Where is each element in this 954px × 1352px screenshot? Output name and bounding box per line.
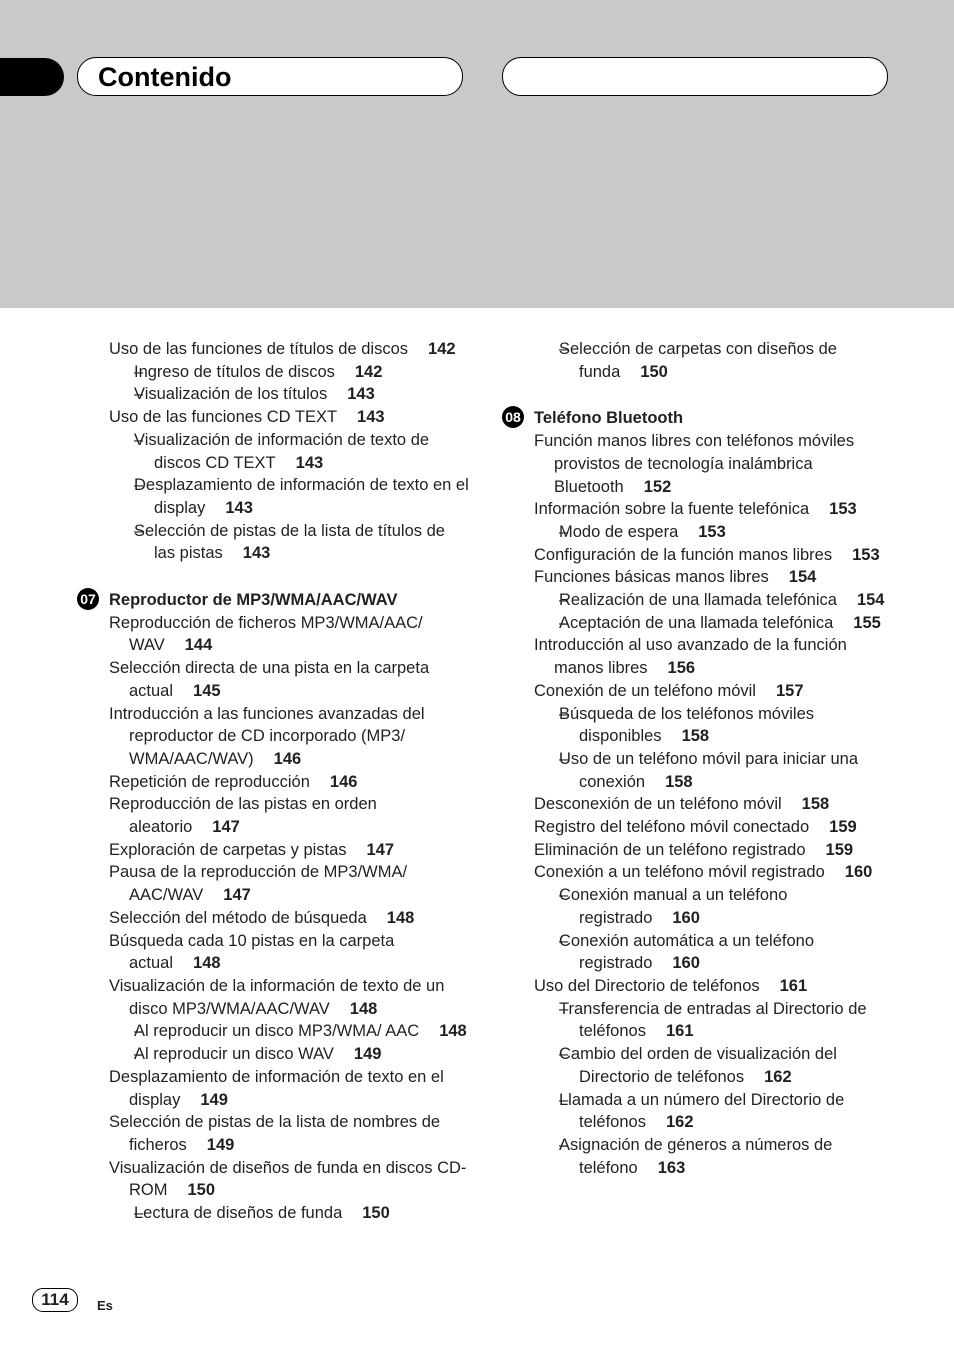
toc-entry[interactable] [109,612,469,657]
toc-subentry[interactable] [534,1043,894,1088]
chapter-number-badge: 08 [502,406,524,428]
toc-entry[interactable] [109,771,469,794]
toc-entry[interactable] [534,975,894,998]
chapter-title: Reproductor de MP3/WMA/AAC/WAV [109,591,398,610]
toc-entry[interactable] [534,634,894,679]
toc-page-number: 146 [273,749,302,768]
toc-entry-text: Visualización de información de texto de discos CD TEXT [134,430,430,472]
toc-entry-text: Lectura de diseños de funda [134,1204,343,1223]
toc-entry-text: Desplazamiento de información de texto en el display [134,476,469,517]
toc-page-number: 148 [193,954,221,973]
toc-entry-text: Conexión a un teléfono móvil registrado [534,863,825,882]
toc-page-number: 150 [640,362,668,381]
toc-entry[interactable] [534,430,894,498]
toc-page-number: 144 [184,636,213,655]
toc-page-number: 160 [672,954,700,973]
toc-page-number: 147 [366,840,395,859]
toc-page-number: 162 [764,1067,792,1086]
toc-subentry[interactable] [109,520,469,565]
toc-subentry[interactable] [109,1202,469,1225]
toc-entry[interactable] [534,839,894,862]
toc-entry-text: Reproducción de las pistas en orden aleatorio [109,795,377,837]
toc-subentry[interactable] [534,703,894,748]
toc-page-number: 142 [354,362,383,381]
toc-entry[interactable] [109,861,469,906]
toc-page-number: 146 [329,772,358,791]
toc-entry-text: Pausa de la reproducción de MP3/WMA/ AAC/WAV [109,863,408,905]
toc-entry[interactable] [534,816,894,839]
toc-page-number: 161 [779,976,808,995]
toc-entry[interactable] [534,793,894,816]
toc-page-number: 147 [212,818,240,837]
toc-entry[interactable] [109,907,469,930]
section-tab [0,58,64,96]
toc-page-number: 148 [439,1022,467,1041]
language-label: Es [97,1298,113,1313]
toc-entry[interactable] [109,975,469,1020]
toc-entry-text: Funciones básicas manos libres [534,568,769,587]
toc-subentry[interactable] [534,1134,894,1179]
toc-page-number: 155 [853,613,881,632]
toc-entry-text: Ingreso de títulos de discos [134,362,335,381]
toc-page-number: 150 [362,1204,390,1223]
toc-entry-text: Visualización de diseños de funda en discos CD-ROM [109,1158,467,1200]
toc-entry-text: Desconexión de un teléfono móvil [534,795,782,814]
toc-page-number: 163 [657,1158,686,1177]
header-band [0,0,954,308]
toc-page-number: 143 [242,544,271,563]
toc-subentry[interactable] [109,1043,469,1066]
toc-entry-text: Reproducción de ficheros MP3/WMA/AAC/ WAV [109,613,423,655]
toc-entry-text: Al reproducir un disco MP3/WMA/ AAC [134,1022,420,1041]
toc-entry-text: Selección directa de una pista en la carpeta actual [109,659,430,700]
toc-entry[interactable] [534,861,894,884]
toc-entry-text: Búsqueda cada 10 pistas en la carpeta actual [109,931,395,973]
empty-title-box [502,57,888,96]
toc-entry-text: Selección de pistas de la lista de títulos de las pistas [134,521,445,563]
toc-page-number: 160 [844,863,873,882]
chapter-heading [505,407,894,430]
toc-entry-text: Introducción a las funciones avanzadas del reproductor de CD incorporado (MP3/ WMA/AAC/WAV) [109,704,425,768]
toc-entry-text: Configuración de la función manos libres [534,545,833,564]
toc-entry[interactable] [109,1111,469,1156]
title-box [77,57,463,96]
toc-entry[interactable] [109,338,469,361]
toc-entry-text: Cambio del orden de visualización del Directorio de teléfonos [559,1045,837,1086]
toc-entry[interactable] [109,930,469,975]
toc-subentry[interactable] [109,361,469,384]
toc-entry-text: Visualización de la información de texto de un disco MP3/WMA/AAC/WAV [109,976,445,1018]
toc-entry-text: Al reproducir un disco WAV [134,1045,334,1064]
toc-entry-text: Modo de espera [559,522,679,541]
toc-entry[interactable] [109,1066,469,1111]
toc-entry-text: Repetición de reproducción [109,772,310,791]
toc-entry-text: Uso del Directorio de teléfonos [534,976,760,995]
toc-entry[interactable] [534,544,894,567]
toc-page-number: 153 [829,500,857,519]
chapter-title: Teléfono Bluetooth [534,409,684,428]
chapter-heading [80,589,469,612]
toc-page-number: 158 [681,727,710,746]
toc-page-number: 161 [665,1022,694,1041]
toc-entry-text: Desplazamiento de información de texto en el display [109,1067,444,1109]
toc-entry[interactable] [534,498,894,521]
toc-page-number: 156 [667,659,696,678]
toc-page-number: 147 [223,886,251,905]
toc-subentry[interactable] [534,521,894,544]
toc-subentry[interactable] [534,1089,894,1134]
toc-page-number: 149 [206,1135,235,1154]
toc-entry[interactable] [534,680,894,703]
toc-entry-text: Realización de una llamada telefónica [559,591,837,610]
toc-entry-text: Exploración de carpetas y pistas [109,840,347,859]
toc-subentry[interactable] [534,930,894,975]
toc-entry-text: Uso de un teléfono móvil para iniciar una conexión [559,749,859,791]
toc-page-number: 152 [643,477,672,496]
toc-entry[interactable] [534,566,894,589]
toc-subentry[interactable] [534,748,894,793]
toc-subentry[interactable] [534,338,894,383]
toc-entry-text: Selección de carpetas con diseños de funda [559,340,837,381]
toc-subentry[interactable] [109,429,469,474]
toc-entry-text: Transferencia de entradas al Directorio de teléfonos [559,999,867,1041]
toc-entry-text: Visualización de los títulos [134,385,328,404]
toc-entry-text: Introducción al uso avanzado de la función manos libres [534,636,847,678]
toc-page-number: 149 [353,1045,382,1064]
toc-entry-text: Información sobre la fuente telefónica [534,500,810,519]
toc-page-number: 159 [829,818,857,837]
toc-subentry[interactable] [534,589,894,612]
toc-subentry[interactable] [109,474,469,519]
toc-left-column [80,338,469,1225]
toc-subentry[interactable] [109,383,469,406]
toc-page-number: 162 [665,1113,694,1132]
toc-entry[interactable] [109,1157,469,1202]
toc-page-number: 153 [852,545,880,564]
toc-page-number: 143 [357,408,385,427]
toc-entry-text: Selección del método de búsqueda [109,908,367,927]
toc-page-number: 157 [775,681,804,700]
toc-page-number: 153 [698,522,726,541]
toc-entry-text: Selección de pistas de la lista de nombres de ficheros [109,1113,441,1154]
toc-entry-text: Conexión automática a un teléfono registrado [559,931,815,973]
toc-entry[interactable] [109,406,469,429]
toc-page-number: 145 [193,681,221,700]
toc-page-number: 142 [428,340,456,358]
toc-entry-text: Asignación de géneros a números de teléfono [559,1135,833,1177]
toc-page-number: 143 [225,498,253,517]
toc-entry-text: Registro del teléfono móvil conectado [534,818,810,837]
toc-entry-text: Conexión manual a un teléfono registrado [559,886,788,927]
toc-entry-text: Llamada a un número del Directorio de teléfonos [559,1090,845,1132]
toc-page-number: 149 [200,1090,228,1109]
toc-subentry[interactable] [534,884,894,929]
toc-page-number: 148 [386,908,415,927]
toc-entry-text: Uso de las funciones de títulos de discos [109,340,409,358]
toc-subentry[interactable] [534,612,894,635]
page-number: 114 [32,1288,78,1312]
toc-entry-text: Eliminación de un teléfono registrado [534,840,806,859]
toc-page-number: 158 [801,795,830,814]
chapter-number-badge: 07 [77,588,99,610]
toc-entry-text: Búsqueda de los teléfonos móviles disponibles [559,704,814,746]
toc-entry-text: Aceptación de una llamada telefónica [559,613,834,632]
toc-subentry[interactable] [534,998,894,1043]
toc-page-number: 150 [187,1181,216,1200]
toc-subentry[interactable] [109,1020,469,1043]
toc-entry[interactable] [109,793,469,838]
toc-entry[interactable] [109,703,469,771]
toc-page-number: 154 [856,591,885,610]
toc-page-number: 158 [665,772,693,791]
page-title: Contenido [98,62,232,92]
toc-page-number: 143 [295,453,324,472]
toc-entry-text: Uso de las funciones CD TEXT [109,408,338,427]
toc-entry-text: Conexión de un teléfono móvil [534,681,756,700]
toc-page-number: 154 [788,568,817,587]
toc-entry[interactable] [109,657,469,702]
toc-page-number: 148 [349,999,378,1018]
toc-entry-text: Función manos libres con teléfonos móviles provistos de tecnología inalámbrica Bluetooth [534,432,855,496]
toc-page-number: 159 [825,840,854,859]
toc-page-number: 143 [347,385,375,404]
toc-page-number: 160 [672,908,700,927]
toc-entry[interactable] [109,839,469,862]
toc-right-column [505,338,894,1179]
